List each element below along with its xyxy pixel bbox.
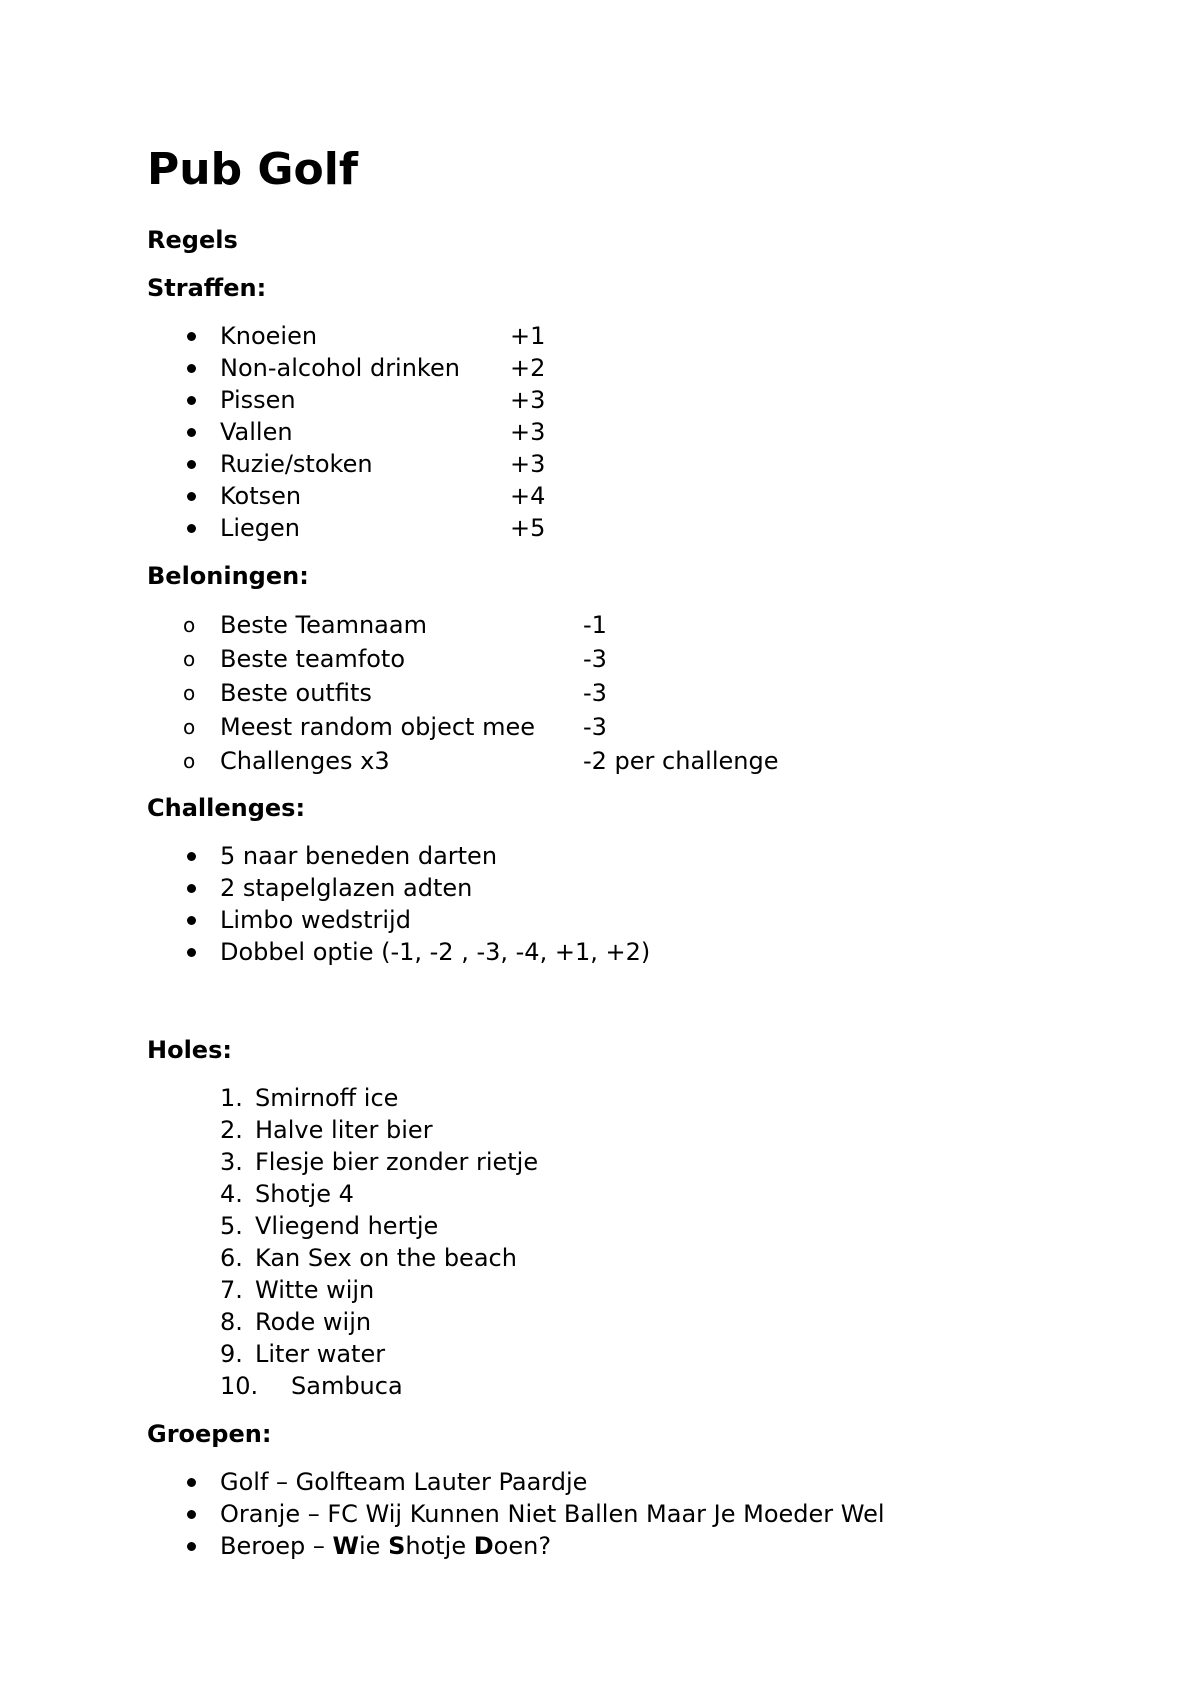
bullet-icon — [187, 852, 196, 861]
circle-bullet-icon: o — [183, 715, 196, 739]
list-item — [147, 1114, 1127, 1146]
list-item — [147, 710, 1127, 744]
penalty-value: +4 — [510, 482, 546, 510]
list-item — [147, 1242, 1127, 1274]
hole-label: Witte wijn — [255, 1276, 375, 1304]
beloningen-list — [147, 608, 1127, 778]
page-title: Pub Golf — [147, 144, 358, 195]
hole-number: 9. — [220, 1340, 243, 1368]
hole-label: Shotje 4 — [255, 1180, 354, 1208]
reward-value: -1 — [583, 611, 607, 639]
bullet-icon — [187, 364, 196, 373]
list-item — [147, 904, 1127, 936]
initial-letter: S — [388, 1532, 406, 1560]
group-label — [220, 1530, 551, 1562]
list-item — [147, 642, 1127, 676]
holes-list — [147, 1082, 1127, 1402]
list-item — [147, 416, 1127, 448]
bullet-icon — [187, 884, 196, 893]
word-rest: hotje — [405, 1532, 474, 1560]
reward-value: -2 per challenge — [583, 747, 779, 775]
list-item — [147, 1338, 1127, 1370]
list-item — [147, 1530, 1127, 1562]
bullet-icon — [187, 524, 196, 533]
word-rest: oen? — [493, 1532, 552, 1560]
circle-bullet-icon: o — [183, 749, 196, 773]
bullet-icon — [187, 396, 196, 405]
challenge-label: Limbo wedstrijd — [220, 906, 411, 934]
penalty-label: Vallen — [220, 418, 293, 446]
reward-value: -3 — [583, 645, 607, 673]
list-item — [147, 1178, 1127, 1210]
hole-label: Vliegend hertje — [255, 1212, 439, 1240]
hole-number: 8. — [220, 1308, 243, 1336]
list-item — [147, 480, 1127, 512]
penalty-label: Ruzie/stoken — [220, 450, 373, 478]
straffen-heading: Straffen: — [147, 274, 267, 302]
bullet-icon — [187, 1542, 196, 1551]
penalty-value: +1 — [510, 322, 546, 350]
hole-number: 6. — [220, 1244, 243, 1272]
groepen-list — [147, 1466, 1127, 1562]
reward-label: Challenges x3 — [220, 747, 390, 775]
bullet-icon — [187, 1510, 196, 1519]
challenges-heading: Challenges: — [147, 794, 306, 822]
list-item — [147, 608, 1127, 642]
penalty-value: +5 — [510, 514, 546, 542]
list-item — [147, 352, 1127, 384]
bullet-icon — [187, 332, 196, 341]
list-item — [147, 1146, 1127, 1178]
document-page — [147, 130, 1127, 1562]
list-item — [147, 1306, 1127, 1338]
hole-number: 1. — [220, 1084, 243, 1112]
bullet-icon — [187, 948, 196, 957]
hole-label: Kan Sex on the beach — [255, 1244, 517, 1272]
reward-label: Beste Teamnaam — [220, 611, 427, 639]
hole-number: 4. — [220, 1180, 243, 1208]
list-item — [147, 1210, 1127, 1242]
hole-number: 10. — [220, 1372, 259, 1400]
straffen-list — [147, 320, 1127, 544]
reward-value: -3 — [583, 679, 607, 707]
reward-label: Beste outfits — [220, 679, 372, 707]
hole-number: 7. — [220, 1276, 243, 1304]
penalty-value: +3 — [510, 450, 546, 478]
hole-label: Rode wijn — [255, 1308, 372, 1336]
group-label: Oranje – FC Wij Kunnen Niet Ballen Maar Je Moeder Wel — [220, 1500, 885, 1528]
circle-bullet-icon: o — [183, 647, 196, 671]
group-prefix: Beroep – — [220, 1532, 333, 1560]
beloningen-heading: Beloningen: — [147, 562, 309, 590]
list-item — [147, 1498, 1127, 1530]
challenge-label: 5 naar beneden darten — [220, 842, 498, 870]
list-item — [147, 744, 1127, 778]
hole-label: Halve liter bier — [255, 1116, 433, 1144]
challenge-label: 2 stapelglazen adten — [220, 874, 473, 902]
list-item — [147, 676, 1127, 710]
hole-number: 2. — [220, 1116, 243, 1144]
penalty-label: Non-alcohol drinken — [220, 354, 460, 382]
initial-letter: D — [473, 1532, 494, 1560]
bullet-icon — [187, 916, 196, 925]
list-item — [147, 1370, 1127, 1402]
list-item — [147, 1274, 1127, 1306]
penalty-label: Pissen — [220, 386, 296, 414]
bullet-icon — [187, 492, 196, 501]
list-item — [147, 448, 1127, 480]
hole-label: Flesje bier zonder rietje — [255, 1148, 539, 1176]
holes-heading: Holes: — [147, 1036, 232, 1064]
word-rest: ie — [359, 1532, 389, 1560]
bullet-icon — [187, 428, 196, 437]
list-item — [147, 1466, 1127, 1498]
list-item — [147, 384, 1127, 416]
list-item — [147, 1082, 1127, 1114]
initial-letter: W — [332, 1532, 359, 1560]
hole-label: Sambuca — [291, 1372, 403, 1400]
hole-label: Smirnoff ice — [255, 1084, 399, 1112]
reward-label: Beste teamfoto — [220, 645, 406, 673]
reward-value: -3 — [583, 713, 607, 741]
penalty-label: Liegen — [220, 514, 301, 542]
list-item — [147, 512, 1127, 544]
penalty-value: +3 — [510, 418, 546, 446]
challenge-label: Dobbel optie (-1, -2 , -3, -4, +1, +2) — [220, 938, 651, 966]
bullet-icon — [187, 1478, 196, 1487]
hole-label: Liter water — [255, 1340, 386, 1368]
bullet-icon — [187, 460, 196, 469]
penalty-value: +2 — [510, 354, 546, 382]
regels-heading: Regels — [147, 226, 238, 254]
list-item — [147, 320, 1127, 352]
penalty-label: Kotsen — [220, 482, 302, 510]
list-item — [147, 936, 1127, 968]
reward-label: Meest random object mee — [220, 713, 535, 741]
list-item — [147, 840, 1127, 872]
circle-bullet-icon: o — [183, 681, 196, 705]
hole-number: 3. — [220, 1148, 243, 1176]
circle-bullet-icon: o — [183, 613, 196, 637]
group-label: Golf – Golfteam Lauter Paardje — [220, 1468, 588, 1496]
groepen-heading: Groepen: — [147, 1420, 272, 1448]
challenges-list — [147, 840, 1127, 968]
penalty-label: Knoeien — [220, 322, 318, 350]
penalty-value: +3 — [510, 386, 546, 414]
hole-number: 5. — [220, 1212, 243, 1240]
list-item — [147, 872, 1127, 904]
